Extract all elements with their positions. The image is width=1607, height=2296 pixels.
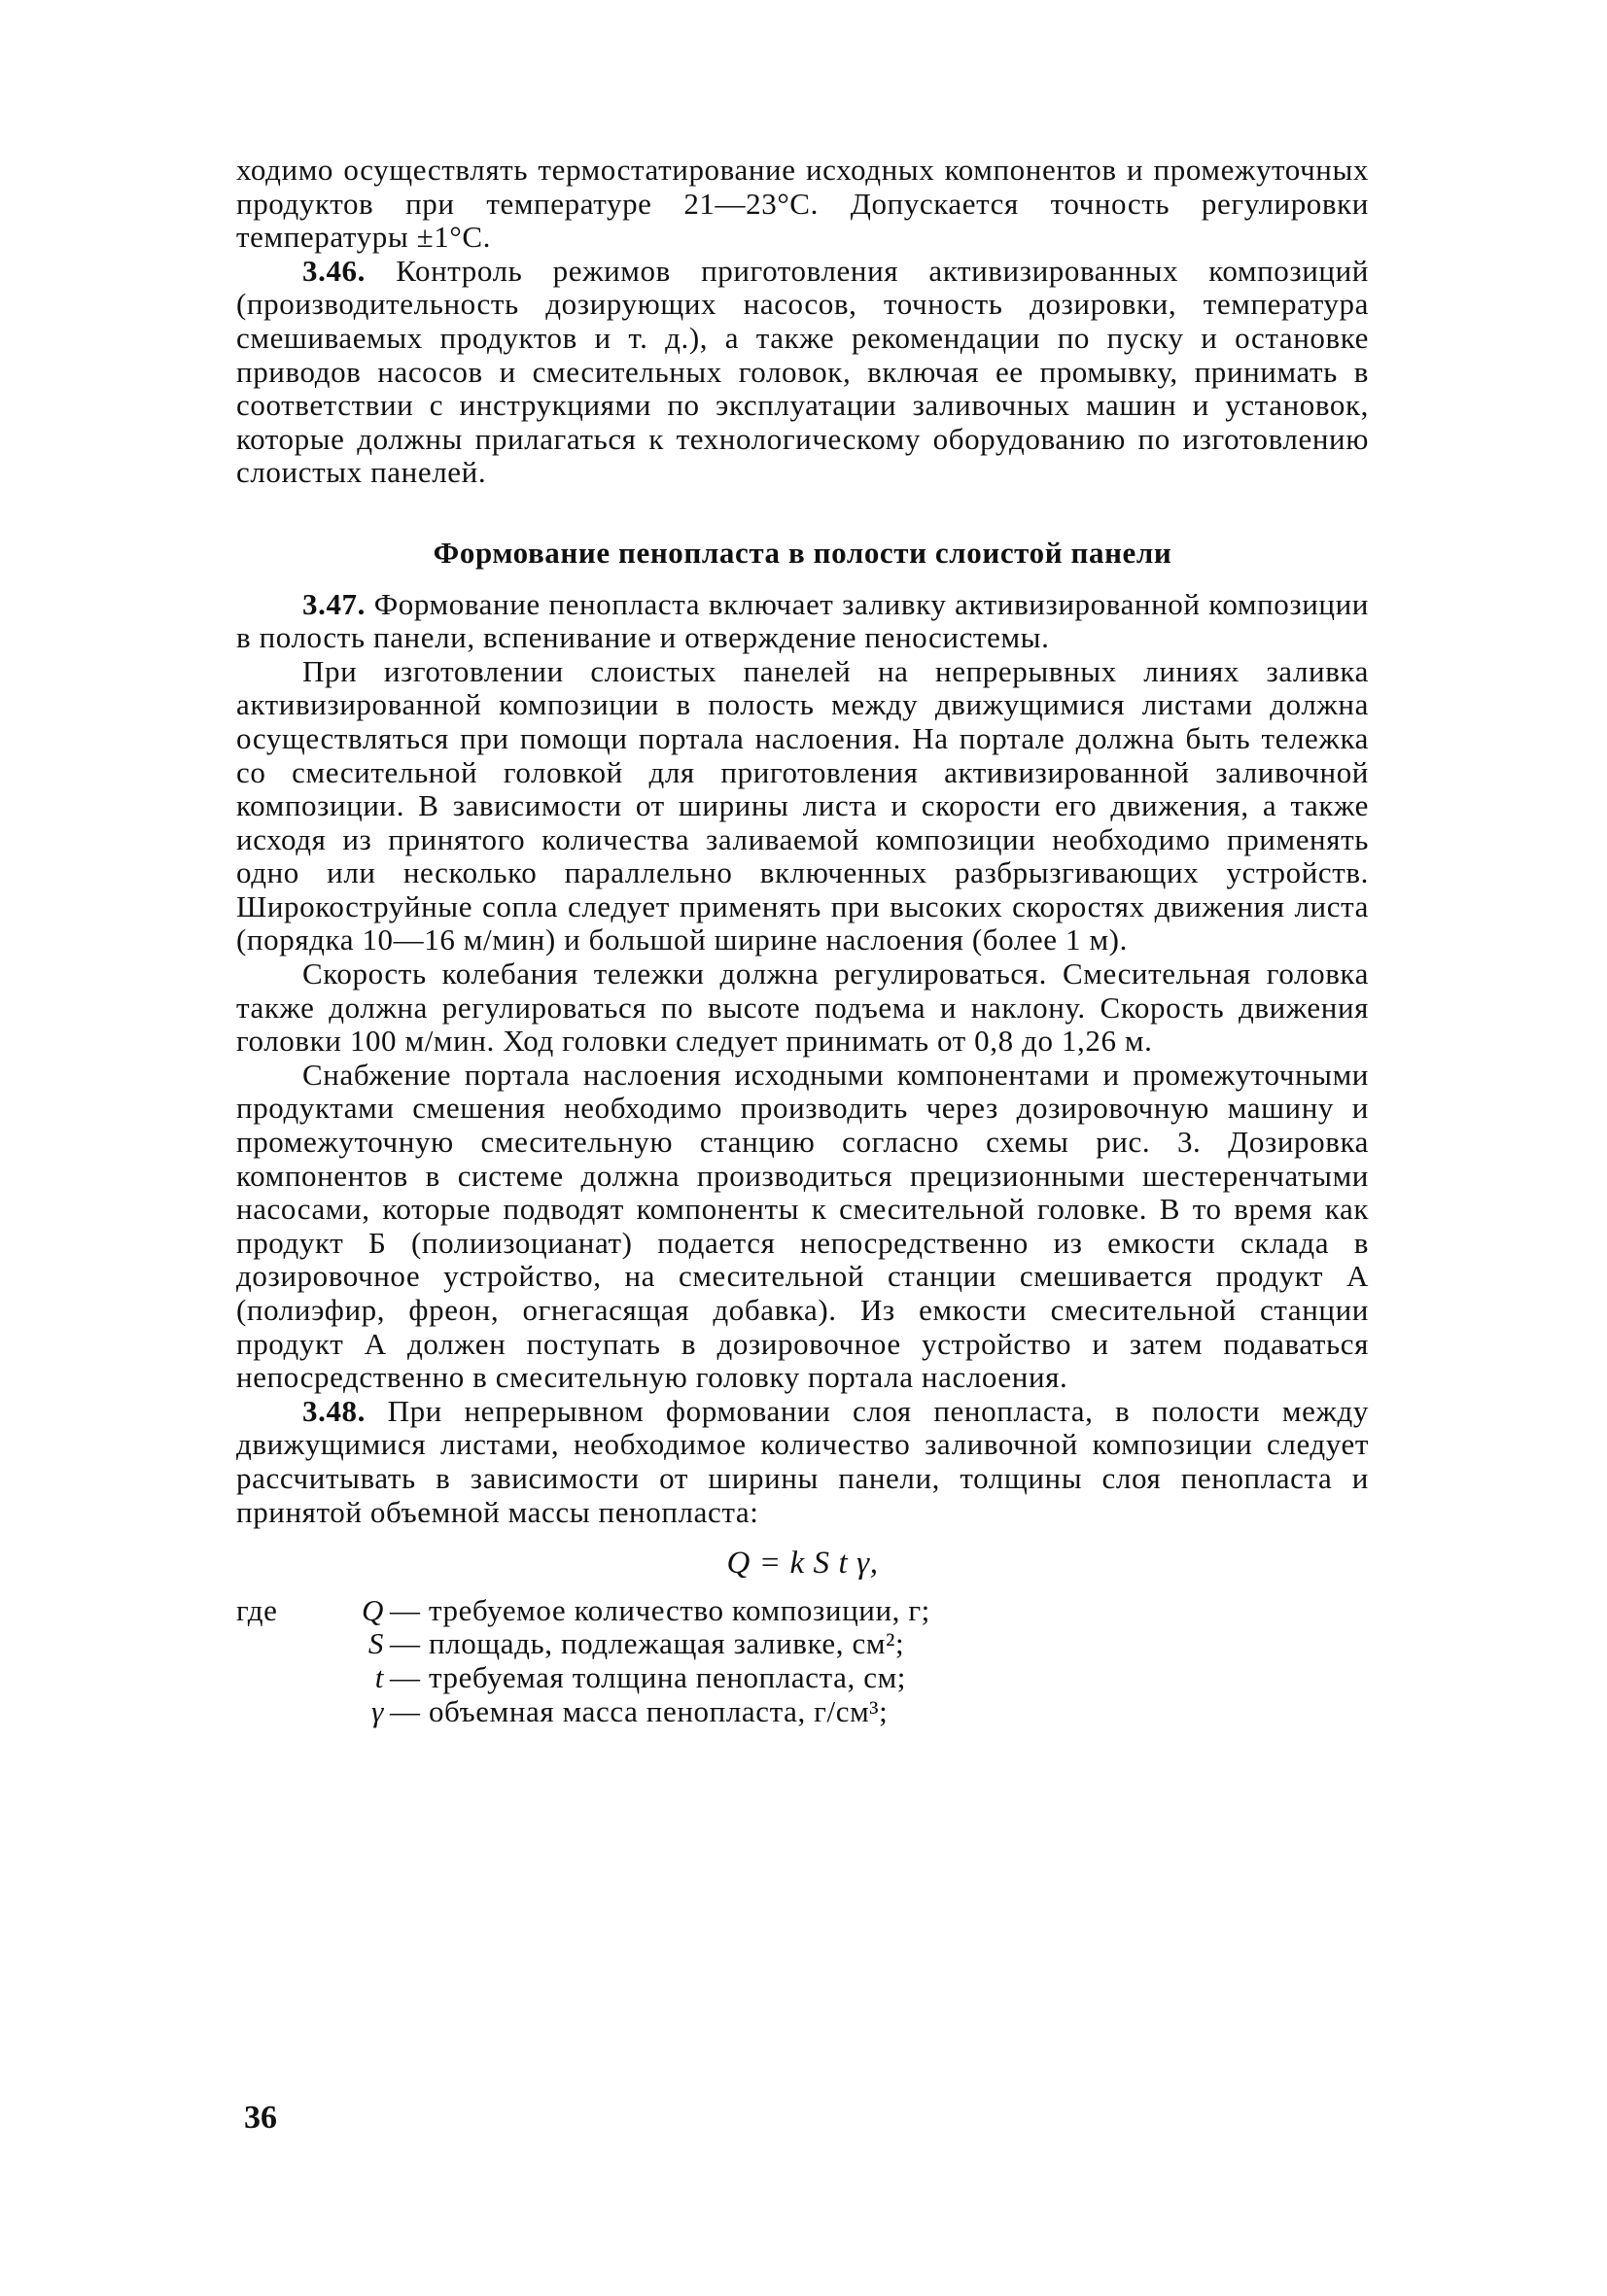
legend-row (236, 1661, 1369, 1695)
legend-row (236, 1594, 1369, 1628)
paragraph-intro: ходимо осуществлять термостатирование исходных компонентов и промежуточных продуктов при температуре 21—23°С. Допускается точность регулировки температуры ±1°С. (236, 153, 1369, 255)
clause-number: 3.47. (302, 586, 366, 621)
body-text (236, 154, 1369, 1728)
paragraph-3-48 (236, 1395, 1369, 1529)
legend-symbol: Q (362, 1592, 384, 1627)
paragraph-portal: При изготовлении слоистых панелей на непрерывных линиях заливка активизированной композиции в полость между движущимися листами должна осуществляться при помощи портала наслоения. На портале должна быть тележка со смесительной головкой для приготовления активизированной заливочной композиции. В зависимости от ширины листа и скорости его движения, а также исходя из принятого количества заливаемой композиции необходимо применять одно или несколько параллельно включенных разбрызгивающих устройств. Широкоструйные сопла следует применять при высоких скоростях движения листа (порядка 10—16 м/мин) и большой ширине наслоения (более 1 м). (236, 653, 1369, 957)
legend-definition: — требуемая толщина пенопласта, см; (390, 1659, 907, 1694)
legend-symbol: γ (371, 1693, 384, 1728)
paragraph-3-47 (236, 588, 1369, 655)
clause-text: При непрерывном формовании слоя пенопласта, в полости между движущимися листами, необходимое количество заливочной композиции следует рассчитывать в зависимости от ширины панели, толщины слоя пенопласта и принятой объемной массы пенопласта: (236, 1393, 1369, 1529)
clause-number: 3.46. (302, 253, 366, 288)
legend-definition: — площадь, подлежащая заливке, см²; (390, 1626, 905, 1661)
section-heading: Формование пенопласта в полости слоистой панели (433, 535, 1172, 570)
paragraph-supply: Снабжение портала наслоения исходными компонентами и промежуточными продуктами смешения необходимо производить через дозировочную машину и промежуточную смесительную станцию согласно схемы рис. 3. Дозировка компонентов в системе должна производиться прецизионными шестеренчатыми насосами, которые подводят компоненты к смесительной головке. В то время как продукт Б (полиизоцианат) подается непосредственно из емкости склада в дозировочное устройство, на смесительной станции смешивается продукт А (полиэфир, фреон, огнегасящая добавка). Из емкости смесительной станции продукт А должен поступать в дозировочное устройство и затем подаваться непосредственно в смесительную головку портала наслоения. (236, 1057, 1369, 1395)
legend-definition: — объемная масса пенопласта, г/см³; (390, 1693, 889, 1728)
clause-text: Контроль режимов приготовления активизированных композиций (производительность дозирующих насосов, точность дозировки, температура смешиваемых продуктов и т. д.), а также рекомендации по пуску и остановке приводов насосов и смесительных головок, включая ее промывку, принимать в соответствии с инструкциями по эксплуатации заливочных машин и установок, которые должны прилагаться к технологическому оборудованию по изготовлению слоистых панелей. (236, 253, 1369, 490)
formula-legend (236, 1594, 1369, 1728)
legend-row (236, 1627, 1369, 1661)
legend-symbol: t (374, 1659, 384, 1694)
formula: Q = k S t γ, (726, 1546, 879, 1582)
clause-text: Формование пенопласта включает заливку активизированной композиции в полость панели, вспенивание и отверждение пеносистемы. (236, 586, 1369, 655)
paragraph-3-46 (236, 255, 1369, 490)
page-number: 36 (244, 2100, 277, 2136)
paragraph-carriage: Скорость колебания тележки должна регулироваться. Смесительная головка также должна регулироваться по высоте подъема и наклону. Скорость движения головки 100 м/мин. Ход головки следует принимать от 0,8 до 1,26 м. (236, 957, 1369, 1059)
legend-lead: где (236, 1592, 278, 1627)
clause-number: 3.48. (302, 1393, 366, 1428)
legend-symbol: S (367, 1626, 384, 1661)
legend-row (236, 1695, 1369, 1729)
legend-definition: — требуемое количество композиции, г; (390, 1592, 930, 1627)
